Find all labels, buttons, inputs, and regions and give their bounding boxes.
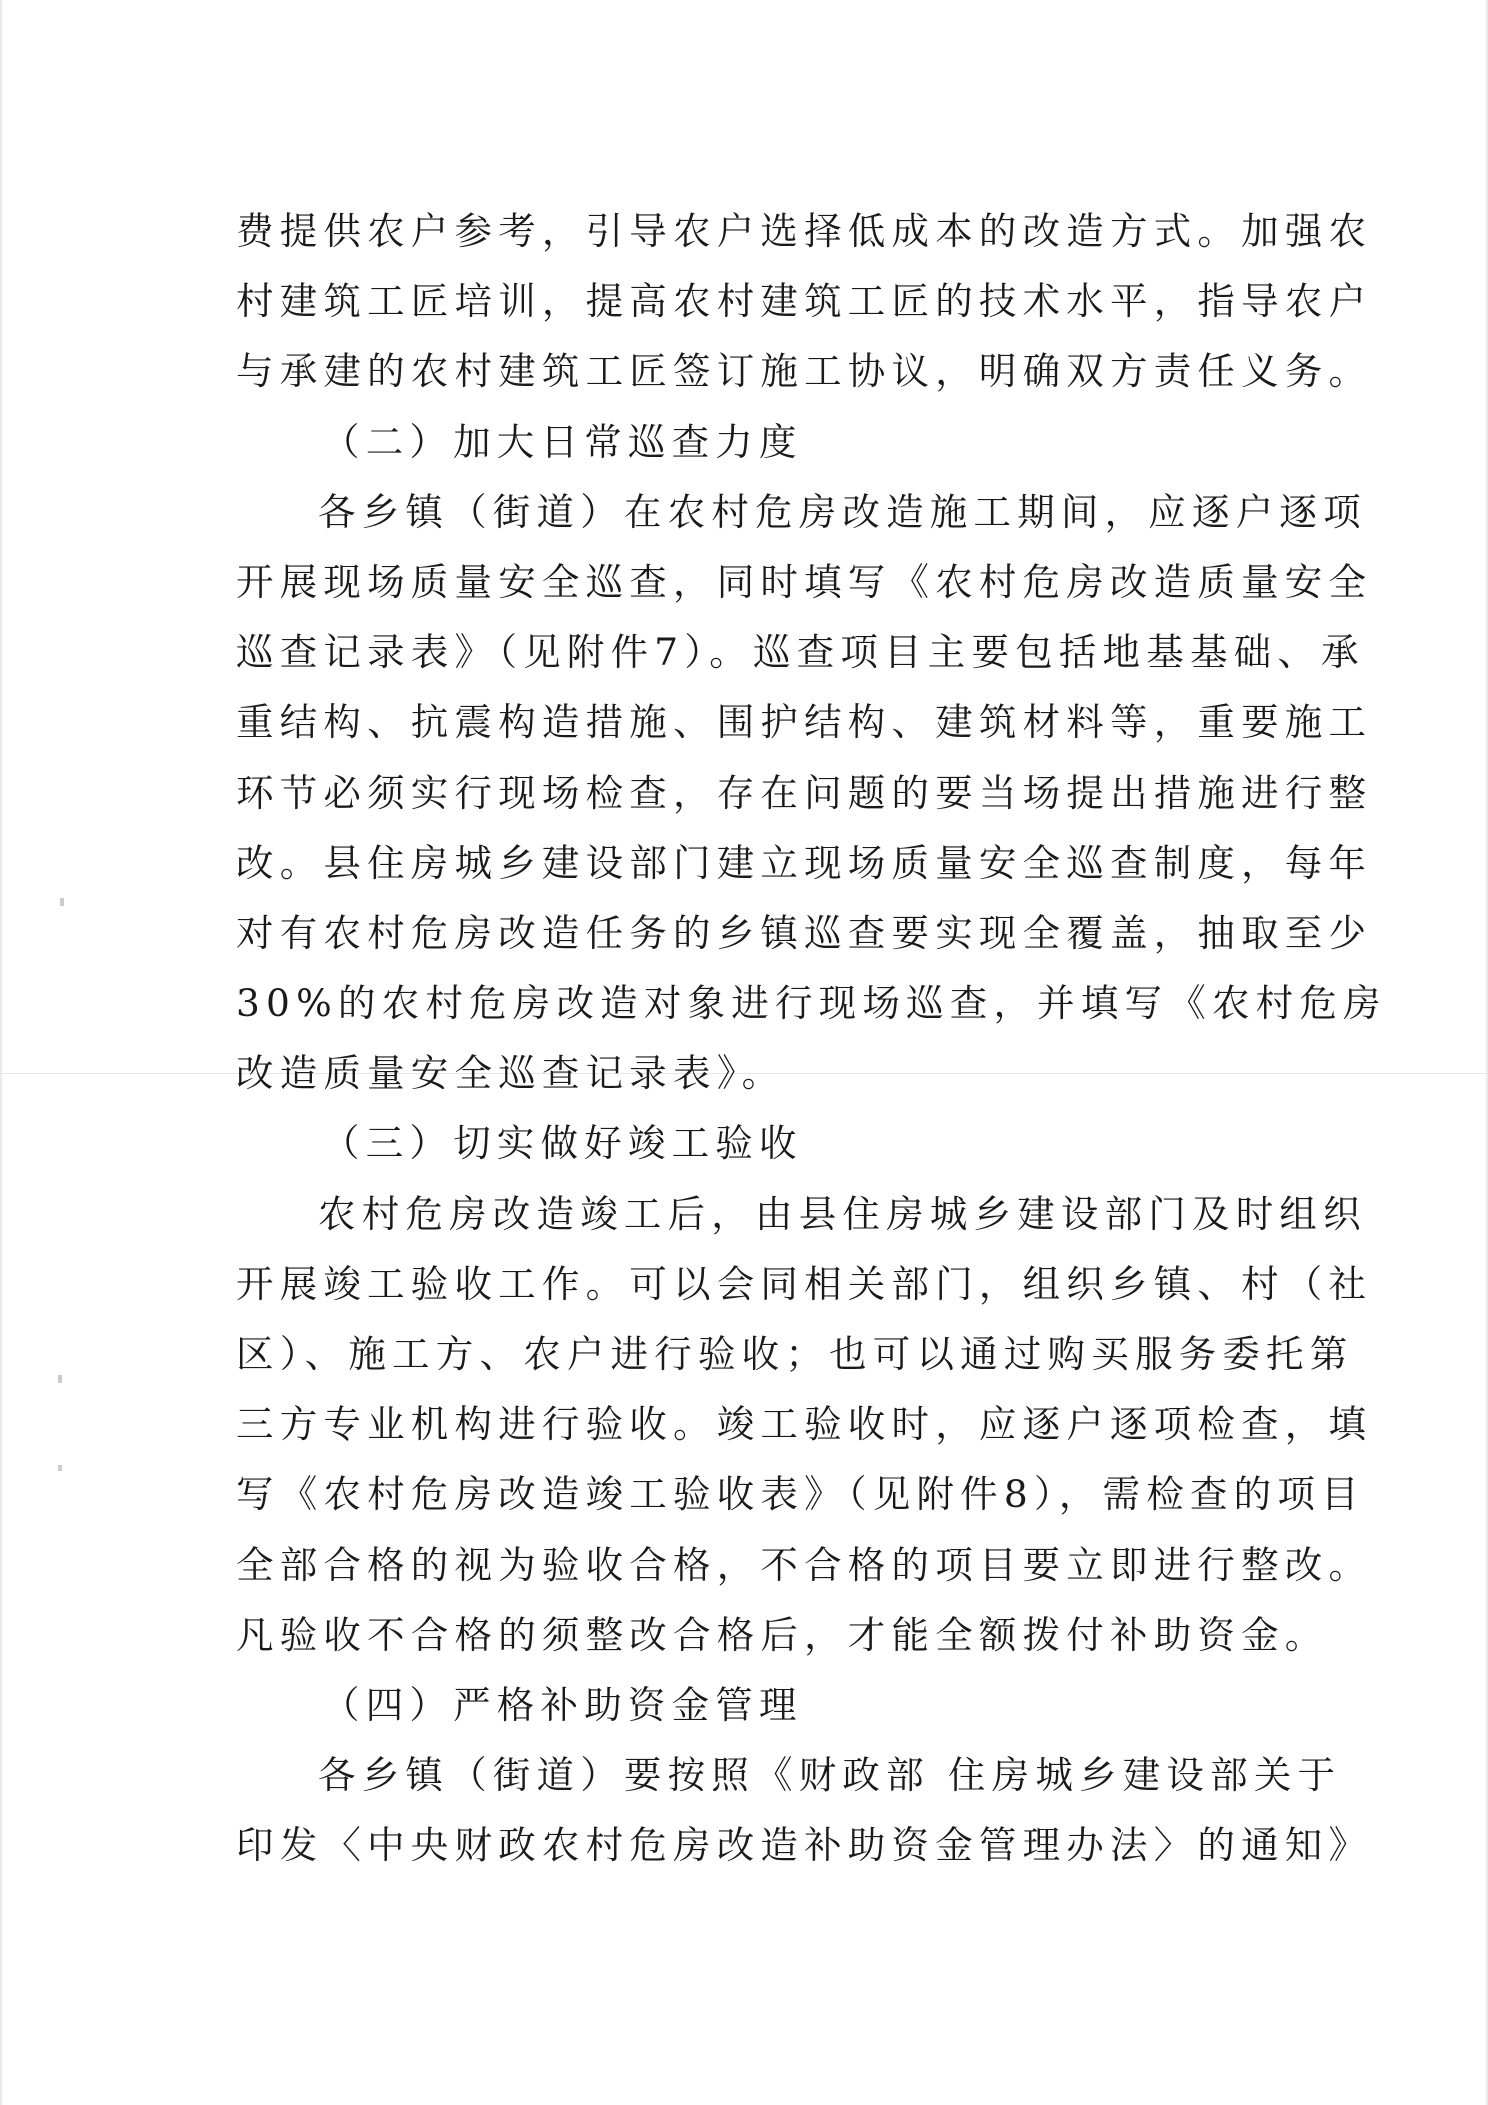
body-line: 费提供农户参考，引导农户选择低成本的改造方式。加强农 [236, 209, 1373, 253]
scan-edge-left [0, 0, 2, 2105]
body-line: 写《农村危房改造竣工验收表》（见附件8），需检查的项目 [236, 1472, 1365, 1517]
body-line: 开展现场质量安全巡查，同时填写《农村危房改造质量安全 [236, 559, 1373, 604]
body-line: 重结构、抗震构造措施、围护结构、建筑材料等，重要施工 [236, 700, 1373, 745]
body-line: 对有农村危房改造任务的乡镇巡查要实现全覆盖，抽取至少 [236, 910, 1373, 955]
body-line: 30%的农村危房改造对象进行现场巡查，并填写《农村危房 [236, 981, 1387, 1026]
section-heading-3: （三）切实做好竣工验收 [322, 1121, 803, 1166]
body-line: 区）、施工方、农户进行验收；也可以通过购买服务委托第 [236, 1332, 1354, 1376]
scan-dot [60, 898, 64, 906]
body-line: 三方专业机构进行验收。竣工验收时，应逐户逐项检查，填 [236, 1402, 1373, 1447]
body-line: 与承建的农村建筑工匠签订施工协议，明确双方责任义务。 [236, 349, 1373, 394]
scan-dot [58, 1465, 62, 1471]
body-line: 村建筑工匠培训，提高农村建筑工匠的技术水平，指导农户 [236, 279, 1373, 324]
paragraph-first-line: 各乡镇（街道）在农村危房改造施工期间，应逐户逐项 [318, 489, 1367, 534]
body-line: 印发〈中央财政农村危房改造补助资金管理办法〉的通知》 [236, 1823, 1373, 1868]
paragraph-first-line: 各乡镇（街道）要按照《财政部 住房城乡建设部关于 [318, 1753, 1342, 1798]
body-line: 凡验收不合格的须整改合格后，才能全额拨付补助资金。 [236, 1612, 1329, 1657]
document-body [236, 196, 1387, 1881]
section-heading-2: （二）加大日常巡查力度 [322, 419, 803, 464]
body-line: 改造质量安全巡查记录表》。 [236, 1051, 786, 1096]
body-line: 全部合格的视为验收合格，不合格的项目要立即进行整改。 [236, 1542, 1373, 1587]
paragraph-first-line: 农村危房改造竣工后，由县住房城乡建设部门及时组织 [318, 1191, 1367, 1236]
scan-dot [58, 1375, 62, 1383]
section-heading-4: （四）严格补助资金管理 [322, 1682, 803, 1727]
body-line: 改。县住房城乡建设部门建立现场质量安全巡查制度，每年 [236, 840, 1373, 885]
body-line: 开展竣工验收工作。可以会同相关部门，组织乡镇、村（社 [236, 1261, 1373, 1306]
body-line: 环节必须实行现场检查，存在问题的要当场提出措施进行整 [236, 770, 1373, 815]
body-line: 巡查记录表》（见附件7）。巡查项目主要包括地基基础、承 [236, 630, 1365, 675]
